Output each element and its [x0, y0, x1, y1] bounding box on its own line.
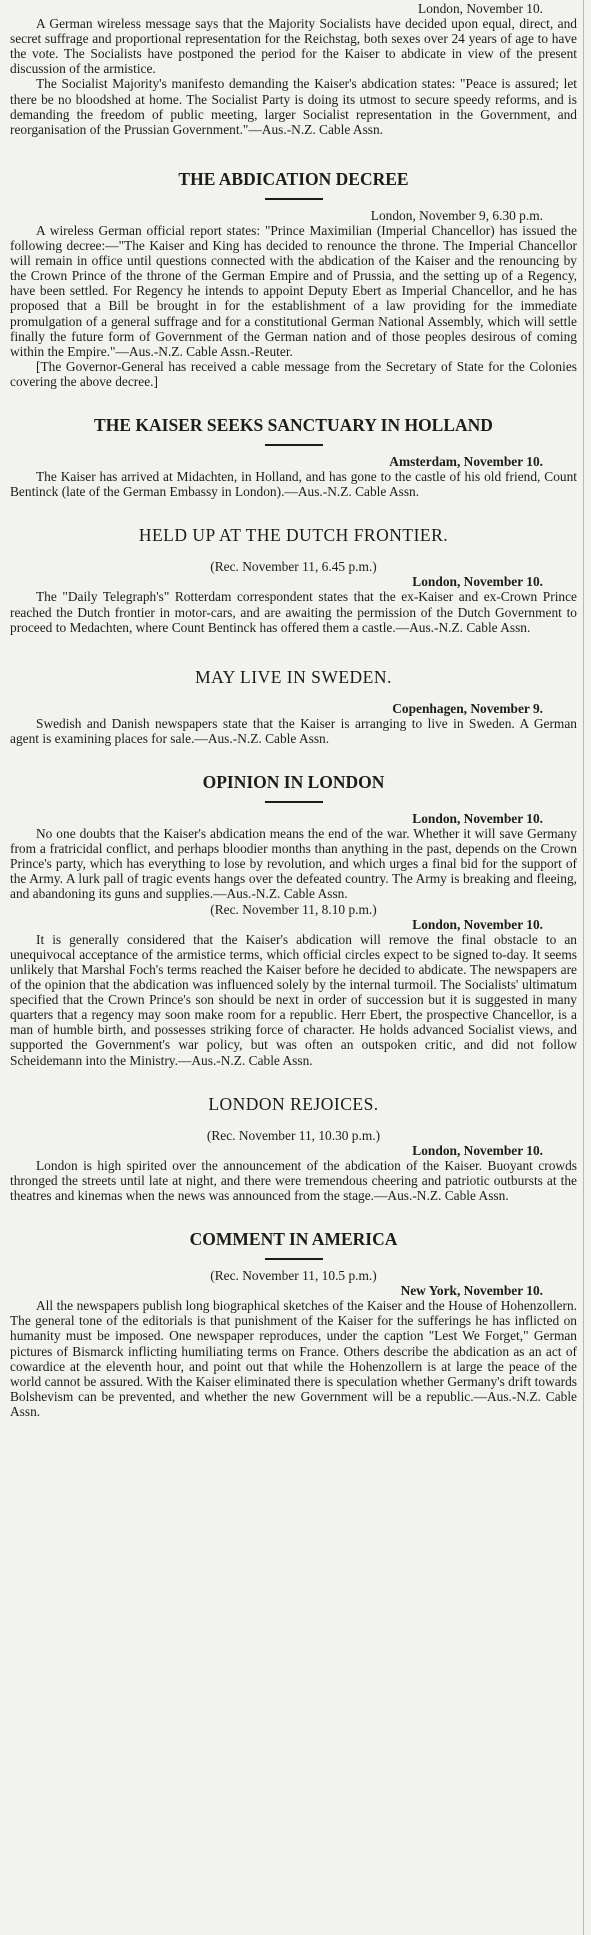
paragraph: Swedish and Danish newspapers state that the Kaiser is arranging to live in Sweden. A German agent is examining places for sale.—Aus.-N.Z. Cable Assn.: [10, 715, 577, 746]
headline: HELD UP AT THE DUTCH FRONTIER.: [138, 525, 449, 546]
paragraph: All the newspapers publish long biographical sketches of the Kaiser and the House of Hohenzollern. The general tone of the editorials is that punishment of the Kaiser for the sufferings he has inflicted on humanity must be imposed. One newspaper reproduces, under the caption "Lest We Forget," German pictures of Bismarck inflicting humiliating terms on France. Others describe the abdication as an act of cowardice at the eleventh hour, and point out that while the Hohenzollern is at large the peace of the world cannot be assured. With the Kaiser eliminated there is speculation whether Germany's drift towards Bolshevism can be prevented, and whether the new Government will be a republic.—Aus.-N.Z. Cable Assn.: [10, 1298, 577, 1419]
dateline: Amsterdam, November 10.: [389, 453, 543, 469]
headline-rule: [265, 1258, 323, 1260]
dateline: London, November 10.: [412, 811, 543, 826]
article-sanctuary-holland: [10, 415, 577, 499]
paragraph: It is generally considered that the Kaiser's abdication will remove the final obstacle to an unequivocal acceptance of the armistice terms, which official circles expect to be signed to-day. It seems unlikely that Marshal Foch's terms reached the Kaiser before he decided to abdicate. The newspapers are of the opinion that the abdication was influenced solely by the internal turmoil. The Socialists' ultimatum specified that the Crown Prince's son should be next in order of succession but it is suggested in many quarters that a regency may soon make room for a republic. Herr Ebert, the prospective Chancellor, is a man of humble birth, and possesses striking force of character. He holds advanced Socialist views, and supported the Government's war policy, but was often an outspoken critic, and did not follow Scheidemann into the Ministry.—Aus.-N.Z. Cable Assn.: [10, 931, 577, 1068]
paragraph: London is high spirited over the announcement of the abdication of the Kaiser. Buoyant crowds thronged the streets until late at night, and there were tremendous cheering and patriotic outbursts at the theatres and kinemas when the news was announced from the stage.—Aus.-N.Z. Cable Assn.: [10, 1157, 577, 1203]
received-time: (Rec. November 11, 10.5 p.m.): [210, 1268, 377, 1284]
paragraph: No one doubts that the Kaiser's abdication means the end of the war. Whether it will save Germany from a fratricidal conflict, and perhaps bloodier months than anything in the past, depends on the Crown Prince's party, which has everything to lose by revolution, and which urges a final bid for the support of the Army. A lurk pall of tragic events hangs over the defeated country. The Army is breaking and fleeing, and abandoning its guns and supplies.—Aus.-N.Z. Cable Assn.: [10, 826, 577, 902]
received-time: (Rec. November 11, 6.45 p.m.): [210, 559, 377, 575]
dateline: London, November 10.: [412, 574, 543, 590]
paragraph: The Socialist Majority's manifesto demanding the Kaiser's abdication states: "Peace is assured; let there be no bloodshed at home. The Socialist Party is doing its utmost to secure speedy reforms, and is demanding the freedom of public meeting, larger Socialist representation in the Government, and reorganisation of the Prussian Government."—Aus.-N.Z. Cable Assn.: [10, 76, 577, 137]
paragraph: The Kaiser has arrived at Midachten, in Holland, and has gone to the castle of his old friend, Count Bentinck (late of the German Embassy in London).—Aus.-N.Z. Cable Assn.: [10, 469, 577, 500]
received-time: (Rec. November 11, 8.10 p.m.): [210, 901, 377, 917]
dateline: New York, November 10.: [400, 1283, 543, 1299]
article-dutch-frontier: [10, 525, 577, 634]
headline: OPINION IN LONDON: [202, 772, 385, 792]
article-socialists: [10, 0, 577, 137]
article-sweden: [10, 667, 577, 746]
article-abdication-decree: [10, 169, 577, 389]
article-comment-america: [10, 1229, 577, 1419]
dateline: London, November 10.: [418, 1, 543, 16]
paragraph: [The Governor-General has received a cable message from the Secretary of State for the Colonies covering the above decree.]: [10, 358, 577, 389]
dateline: London, November 10.: [412, 916, 543, 932]
dateline: London, November 10.: [412, 1142, 543, 1158]
headline: THE ABDICATION DECREE: [178, 168, 409, 189]
dateline: Copenhagen, November 9.: [392, 700, 543, 716]
headline-rule: [265, 198, 323, 200]
paragraph: A wireless German official report states: "Prince Maximilian (Imperial Chancellor) has issued the following decree:—"The Kaiser and King has decided to renounce the throne. The Imperial Chancellor will remain in office until questions connected with the abdication of the Kaiser and the renouncing by the Crown Prince of the throne of the German Empire and of Prussia, and the setting up of a Regency, have been settled. For Regency he intends to appoint Deputy Ebert as Imperial Chancellor, and he has proposed that a Bill be brought in for the establishment of a law providing for the immediate promulgation of a general suffrage and for a constitutional German National Assembly, which will settle finally the future form of Government of the German nation and of those peoples desirous of coming within the Empire."—Aus.-N.Z. Cable Assn.-Reuter.: [10, 222, 577, 359]
page-edge-line: [583, 0, 584, 1935]
article-opinion-london: [10, 772, 577, 1068]
headline: MAY LIVE IN SWEDEN.: [195, 666, 392, 687]
paragraph: A German wireless message says that the Majority Socialists have decided upon equal, direct, and secret suffrage and proportional representation for the Reichstag, both sexes over 24 years of age to have the vote. The Socialists have postponed the period for the Kaiser to abdicate in view of the present discussion of the armistice.: [10, 16, 577, 77]
headline-rule: [265, 801, 323, 803]
paragraph: The "Daily Telegraph's" Rotterdam correspondent states that the ex-Kaiser and ex-Crown Prince reached the Dutch frontier in motor-cars, and are awaiting the permission of the Dutch Government to proceed to Medachten, where Count Bentinck has offered them a castle.—Aus.-N.Z. Cable Assn.: [10, 589, 577, 635]
dateline: London, November 9, 6.30 p.m.: [370, 207, 543, 223]
headline: LONDON REJOICES.: [208, 1093, 379, 1114]
headline: THE KAISER SEEKS SANCTUARY IN HOLLAND: [94, 414, 493, 435]
article-london-rejoices: [10, 1094, 577, 1203]
headline: COMMENT IN AMERICA: [189, 1229, 398, 1250]
received-time: (Rec. November 11, 10.30 p.m.): [206, 1127, 381, 1143]
headline-rule: [265, 444, 323, 446]
